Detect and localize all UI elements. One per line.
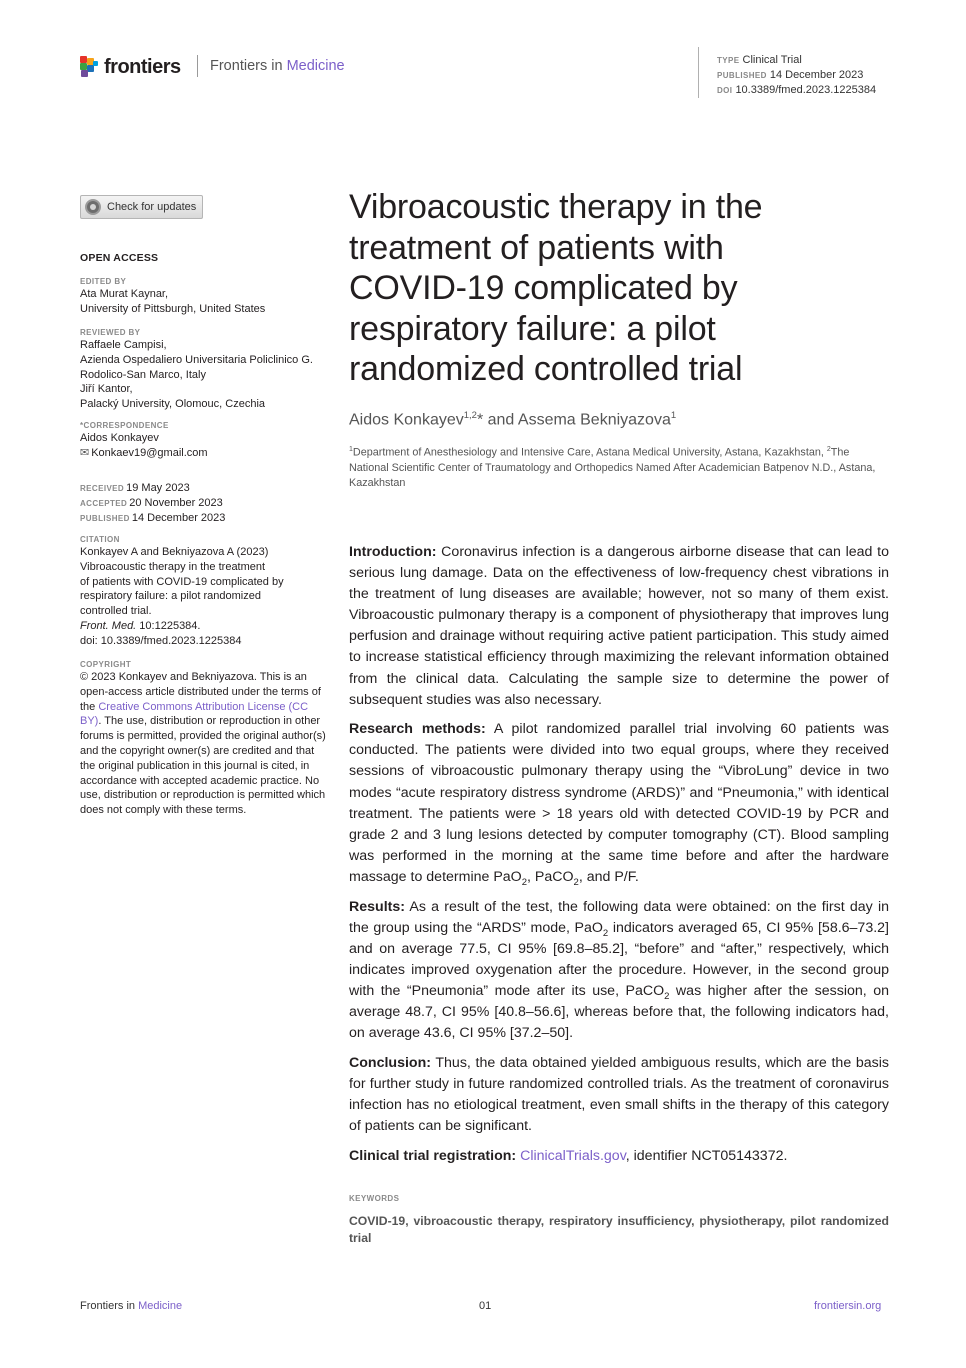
article-title: Vibroacoustic therapy in the treatment of patients with COVID-19 complicated by respiratory failure: a pilot randomized controlled trial [349,188,763,388]
dates-block: RECEIVED 19 May 2023 ACCEPTED 20 November 2023 PUBLISHED 14 December 2023 [80,482,226,524]
received-date: 19 May 2023 [126,482,190,494]
citation-doi[interactable]: doi: 10.3389/fmed.2023.1225384 [80,634,242,647]
copyright-block: COPYRIGHT © 2023 Konkayev and Bekniyazova. This is an open-access article distributed under the terms of the Creative Commons Attribution License (CC BY). The use, distribution or reproduction in other forums is permitted, provided the original author(s) and the copyright owner(s) are credited and that the original publication in this journal is cited, in accordance with accepted academic practice. No use, distribution or reproduction is permitted which does not comply with these terms. [80,660,326,817]
page-number: 01 [479,1300,492,1312]
citation-block: CITATION Konkayev A and Bekniyazova A (2023) Vibroacoustic therapy in the treatment of patients with COVID-19 complicated by respiratory failure: a pilot randomized controlled trial. Front. Med. 10:1225384. doi: 10.3389/fmed.2023.1225384 [80,534,330,649]
published-date-sidebar: 14 December 2023 [131,511,226,524]
accepted-date: 20 November 2023 [129,496,223,509]
published-date: 14 December 2023 [769,69,864,81]
authors: Aidos Konkayev$^{1,2}$* and Assema Bekniyazova$^1$ [349,410,677,429]
brand-wordmark: frontiers [104,55,181,78]
frontiers-logo-icon [80,56,100,78]
doi[interactable]: 10.3389/fmed.2023.1225384 [735,84,877,96]
abstract-results: Results: As a result of the test, the following data were obtained: on the first day in the group using the “ARDS” mode, PaO$_2$ indicators averaged 65, CI 95% [58.6–73.2] and on average 77.5, CI 95% [69.8–85.2], “before” and “after,” respectively, which indicates improved oxygenation after the procedure. However, in the second group with the “Pneumonia” mode after its use, PaCO$_2$ was higher after the session, on average 48.7, CI 95% [40.8–56.6], whereas before that, the following indicators had, on average 43.6, CI 95% [37.2–50]. [349,898,889,1042]
keywords-label: KEYWORDS [349,1194,400,1203]
journal-name[interactable]: Frontiers in Medicine [210,58,345,74]
check-for-updates-button[interactable]: Check for updates [80,195,203,219]
open-access-label: OPEN ACCESS [80,252,159,264]
frontiers-logo[interactable] [80,55,181,79]
correspondence-block: *CORRESPONDENCE Aidos Konkayev ✉ Konkaev19@gmail.com [80,420,330,461]
edited-by-block: EDITED BY Ata Murat Kaynar, University of Pittsburgh, United States [80,277,266,315]
reviewed-by-block: REVIEWED BY Raffaele Campisi, Azienda Ospedaliero Universitaria Policlinico G. Rodolico-San Marco, Italy Jiří Kantor, Palacký University, Olomouc, Czechia [80,328,313,411]
affiliations: $^1$Department of Anesthesiology and Intensive Care, Astana Medical University, Astana, Kazakhstan, $^2$The National Scientific Center of Traumatology and Orthopedics Named After Academician Batpenov N.D., Astana, Kazakhstan [349,446,876,489]
abstract-methods: Research methods: A pilot randomized parallel trial involving 60 patients was conducted. The patients were divided into two equal groups, where they received sessions of vibroacoustic pulmonary therapy using the “VibroLung” device in two modes “acute respiratory distress syndrome (ARDS)” and “Pneumonia,” with identical treatment. The patients were > 18 years old with detected COVID-19 by PCR and grade 2 and 3 lung lesions detected by computer tomography (CT). Blood sampling was performed in the morning at the same time before and after the hardware massage to determine PaO$_2$, PaCO$_2$, and P/F. [349,721,889,888]
header-divider [197,55,198,77]
footer-journal[interactable]: Frontiers in Medicine [80,1300,183,1312]
cc-by-license-link[interactable]: Creative Commons Attribution License (CC BY) [80,700,309,728]
author-link[interactable]: Aidos Konkayev [349,411,464,429]
abstract-conclusion: Conclusion: Thus, the data obtained yielded ambiguous results, which are the basis for further study in future randomized controlled trials. As the treatment of coronavirus infection has no etiological treatment, even small shifts in the therapy of this category of patients can be significant. [349,1054,889,1134]
footer-site-link[interactable]: frontiersin.org [814,1300,882,1312]
abstract-introduction: Introduction: Coronavirus infection is a dangerous airborne disease that can lead to serious lung damage. Data on the effectiveness of low-frequency chest vibrations in the treatment of lung diseases are available; however, not so many of them exist. Vibroacoustic pulmonary therapy is a component of physiotherapy that improves lung perfusion and drainage without requiring active patient participation. This study aimed to increase statistical efficiency through maximizing the relevant information obtained from the clinical data. Calculating the sample size to determine the power of subsequent studies was also necessary. [349,544,889,708]
crossmark-icon [85,199,101,215]
article-type: Clinical Trial [742,54,802,66]
keywords: COVID-19, vibroacoustic therapy, respiratory insufficiency, physiotherapy, pilot randomized trial [349,1214,889,1245]
abstract-registration: Clinical trial registration: ClinicalTrials.gov, identifier NCT05143372. [349,1147,788,1164]
author-link[interactable]: Assema Bekniyazova [517,411,671,429]
abstract [349,542,889,1175]
clinicaltrials-link[interactable]: ClinicalTrials.gov [520,1147,626,1164]
meta-divider [698,47,699,98]
article-meta: TYPE Clinical Trial PUBLISHED 14 December 2023 DOI 10.3389/fmed.2023.1225384 [717,54,877,96]
correspondence-email[interactable]: ✉ Konkaev19@gmail.com [80,446,208,459]
envelope-icon: ✉ [80,446,90,459]
